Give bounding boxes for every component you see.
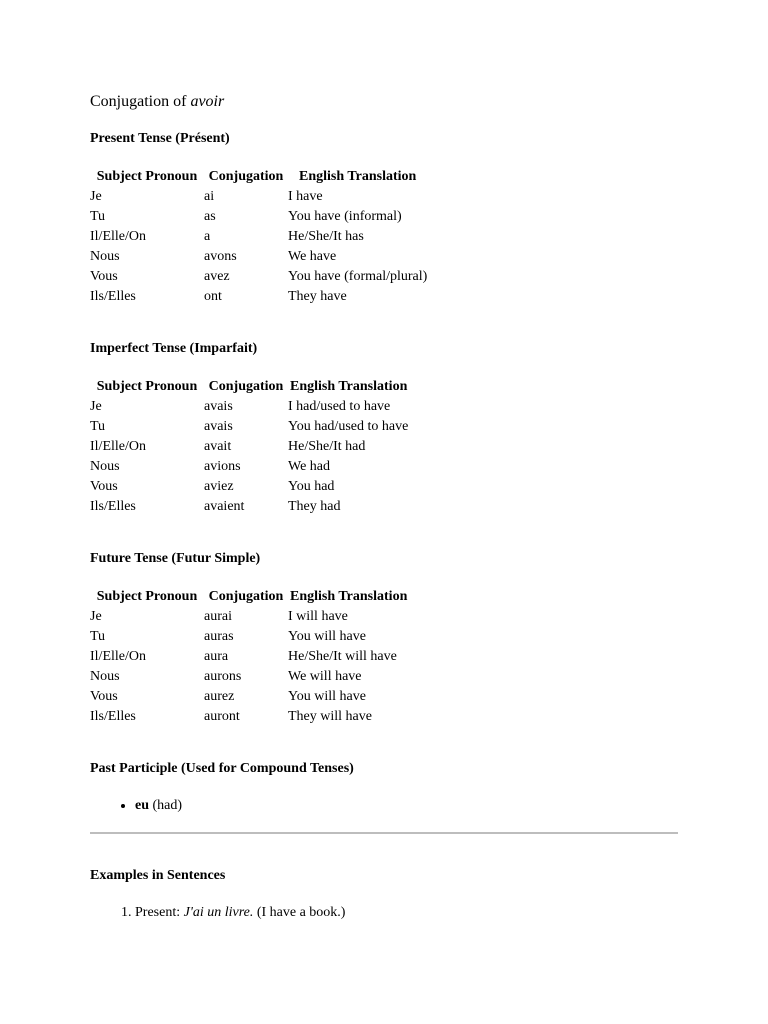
translation-cell: You will have	[288, 629, 366, 644]
table-row	[90, 647, 409, 667]
header-subject: Subject Pronoun	[96, 169, 198, 184]
subject-cell: Je	[90, 189, 102, 204]
future-heading: Future Tense (Futur Simple)	[90, 551, 261, 566]
subject-cell: Tu	[90, 629, 106, 644]
conjugation-cell: avez	[204, 269, 230, 284]
translation-cell: They will have	[288, 709, 372, 724]
table-row	[90, 607, 409, 627]
table-row	[90, 687, 409, 707]
translation-cell: We will have	[288, 669, 362, 684]
list-item	[135, 903, 345, 923]
translation-cell: You had/used to have	[288, 419, 409, 434]
conjugation-cell: avait	[204, 439, 232, 454]
header-subject: Subject Pronoun	[96, 379, 198, 394]
translation-cell: They had	[288, 499, 341, 514]
table-row	[90, 497, 409, 517]
examples-heading: Examples in Sentences	[90, 868, 226, 883]
conjugation-cell: aurez	[204, 689, 235, 704]
conjugation-cell: aurons	[204, 669, 242, 684]
present-table	[90, 167, 427, 307]
translation-cell: You will have	[288, 689, 366, 704]
examples-list	[90, 903, 345, 923]
header-translation: English Translation	[290, 379, 408, 394]
header-translation: English Translation	[298, 169, 417, 184]
title-verb: avoir	[190, 93, 225, 110]
conjugation-cell: avaient	[204, 499, 245, 514]
header-translation: English Translation	[290, 589, 408, 604]
table-header-row	[90, 587, 409, 607]
subject-cell: Nous	[90, 249, 120, 264]
table-row	[90, 267, 427, 287]
imperfect-heading: Imperfect Tense (Imparfait)	[90, 341, 258, 356]
subject-cell: Je	[90, 399, 102, 414]
subject-cell: Il/Elle/On	[90, 649, 146, 664]
table-header-row	[90, 167, 427, 187]
table-row	[90, 397, 409, 417]
conjugation-cell: ont	[204, 289, 222, 304]
table-row	[90, 627, 409, 647]
translation-cell: He/She/It has	[288, 229, 364, 244]
conjugation-cell: avions	[204, 459, 241, 474]
conjugation-cell: aurai	[204, 609, 232, 624]
conjugation-cell: auras	[204, 629, 234, 644]
conjugation-cell: avais	[204, 399, 233, 414]
translation-cell: We had	[288, 459, 331, 474]
subject-cell: Je	[90, 609, 102, 624]
subject-cell: Tu	[90, 209, 106, 224]
subject-cell: Vous	[90, 269, 118, 284]
table-row	[90, 227, 427, 247]
header-conjugation: Conjugation	[208, 379, 284, 394]
header-conjugation: Conjugation	[208, 589, 284, 604]
title-prefix: Conjugation of	[90, 93, 191, 110]
subject-cell: Tu	[90, 419, 106, 434]
table-row	[90, 247, 427, 267]
subject-cell: Ils/Elles	[90, 289, 136, 304]
subject-cell: Nous	[90, 669, 120, 684]
subject-cell: Vous	[90, 689, 118, 704]
table-row	[90, 187, 427, 207]
subject-cell: Il/Elle/On	[90, 229, 146, 244]
future-table	[90, 587, 409, 727]
conjugation-cell: auront	[204, 709, 240, 724]
past-participle-heading: Past Participle (Used for Compound Tenses)	[90, 761, 354, 776]
participle-term: eu	[135, 798, 149, 813]
translation-cell: You had	[288, 479, 335, 494]
subject-cell: Ils/Elles	[90, 709, 136, 724]
conjugation-cell: avons	[204, 249, 237, 264]
translation-cell: I have	[288, 189, 323, 204]
example-prefix: Present:	[135, 905, 184, 920]
horizontal-divider	[90, 832, 678, 834]
translation-cell: We have	[288, 249, 337, 264]
table-row	[90, 667, 409, 687]
translation-cell: You have (informal)	[288, 209, 402, 224]
table-row	[90, 457, 409, 477]
table-row	[90, 437, 409, 457]
past-participle-list	[90, 796, 182, 816]
table-row	[90, 207, 427, 227]
conjugation-cell: a	[204, 229, 211, 244]
translation-cell: I had/used to have	[288, 399, 391, 414]
table-row	[90, 287, 427, 307]
participle-meaning: (had)	[152, 798, 183, 813]
conjugation-cell: aviez	[204, 479, 234, 494]
translation-cell: They have	[288, 289, 347, 304]
conjugation-cell: avais	[204, 419, 233, 434]
translation-cell: He/She/It will have	[288, 649, 397, 664]
table-row	[90, 417, 409, 437]
imperfect-table	[90, 377, 409, 517]
conjugation-cell: as	[204, 209, 216, 224]
page-title	[90, 93, 224, 111]
subject-cell: Nous	[90, 459, 120, 474]
subject-cell: Vous	[90, 479, 118, 494]
table-row	[90, 477, 409, 497]
present-heading: Present Tense (Présent)	[90, 131, 230, 146]
example-english: (I have a book.)	[253, 905, 346, 920]
table-header-row	[90, 377, 409, 397]
example-french: J'ai un livre.	[183, 905, 254, 920]
table-row	[90, 707, 409, 727]
conjugation-cell: aura	[204, 649, 229, 664]
header-conjugation: Conjugation	[208, 169, 284, 184]
translation-cell: You have (formal/plural)	[288, 269, 428, 284]
translation-cell: He/She/It had	[288, 439, 366, 454]
conjugation-cell: ai	[204, 189, 215, 204]
header-subject: Subject Pronoun	[96, 589, 198, 604]
subject-cell: Ils/Elles	[90, 499, 136, 514]
list-item	[135, 796, 182, 816]
translation-cell: I will have	[288, 609, 348, 624]
subject-cell: Il/Elle/On	[90, 439, 146, 454]
